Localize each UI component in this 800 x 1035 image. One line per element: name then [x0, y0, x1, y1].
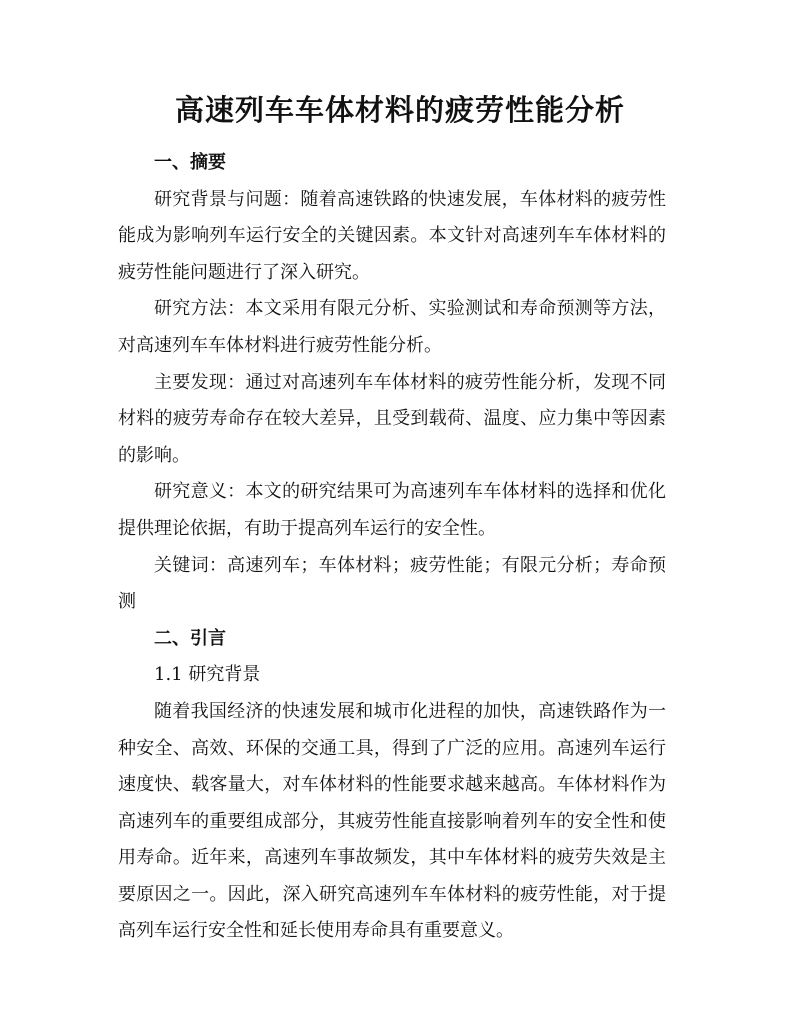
abstract-significance-paragraph: 研究意义：本文的研究结果可为高速列车车体材料的选择和优化提供理论依据，有助于提高列车运行的安全性。: [118, 481, 666, 539]
research-background-subheading: 1.1 研究背景: [154, 664, 261, 686]
introduction-paragraph: 随着我国经济的快速发展和城市化进程的加快，高速铁路作为一种安全、高效、环保的交通工具，得到了广泛的应用。高速列车运行速度快、载客量大，对车体材料的性能要求越来越高。车体材料作为高速列车的重要组成部分，其疲劳性能直接影响着列车的安全性和使用寿命。近年来，高速列车事故频发，其中车体材料的疲劳失效是主要原因之一。因此，深入研究高速列车车体材料的疲劳性能，对于提高列车运行安全性和延长使用寿命具有重要意义。: [118, 700, 666, 942]
document-title: 高速列车车体材料的疲劳性能分析: [174, 93, 625, 127]
abstract-heading: 一、摘要: [154, 152, 226, 173]
document-body: [118, 145, 666, 950]
abstract-background-paragraph: 研究背景与问题：随着高速铁路的快速发展，车体材料的疲劳性能成为影响列车运行安全的关键因素。本文针对高速列车车体材料的疲劳性能问题进行了深入研究。: [118, 188, 666, 283]
keywords-paragraph: 关键词：高速列车；车体材料；疲劳性能；有限元分析；寿命预测: [118, 554, 666, 613]
abstract-findings-paragraph: 主要发现：通过对高速列车车体材料的疲劳性能分析，发现不同材料的疲劳寿命存在较大差异，且受到载荷、温度、应力集中等因素的影响。: [118, 371, 666, 466]
abstract-method-paragraph: 研究方法：本文采用有限元分析、实验测试和寿命预测等方法，对高速列车车体材料进行疲劳性能分析。: [118, 298, 666, 356]
introduction-heading: 二、引言: [154, 627, 226, 649]
